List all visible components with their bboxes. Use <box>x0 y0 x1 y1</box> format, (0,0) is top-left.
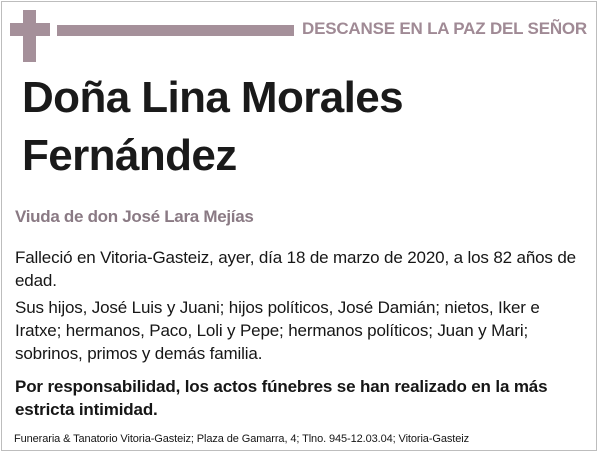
death-notice-text: Falleció en Vitoria-Gasteiz, ayer, día 18 de marzo de 2020, a los 82 años de edad. <box>15 248 576 290</box>
widow-of-subtitle: Viuda de don José Lara Mejías <box>15 207 254 226</box>
funeral-home-footer: Funeraria & Tanatorio Vitoria-Gasteiz; Plaza de Gamarra, 4; Tlno. 945-12.03.04; Vitoria-Gasteiz <box>14 433 469 445</box>
cross-icon-bar <box>10 23 50 36</box>
family-text: Sus hijos, José Luis y Juani; hijos políticos, José Damián; nietos, Iker e Iratxe; hermanos, Paco, Loli y Pepe; hermanos políticos; Juan y Mari; sobrinos, primos y demás familia. <box>15 298 540 363</box>
cross-icon <box>23 10 36 62</box>
deceased-name-line2: Fernández <box>22 131 237 180</box>
deceased-name <box>22 69 582 185</box>
header-divider-bar <box>57 25 294 36</box>
closing-text: Por responsabilidad, los actos fúnebres se han realizado en la más estricta intimidad. <box>15 377 548 419</box>
deceased-name-line1: Doña Lina Morales <box>22 73 403 122</box>
header-title: DESCANSE EN LA PAZ DEL SEÑOR <box>302 19 588 38</box>
